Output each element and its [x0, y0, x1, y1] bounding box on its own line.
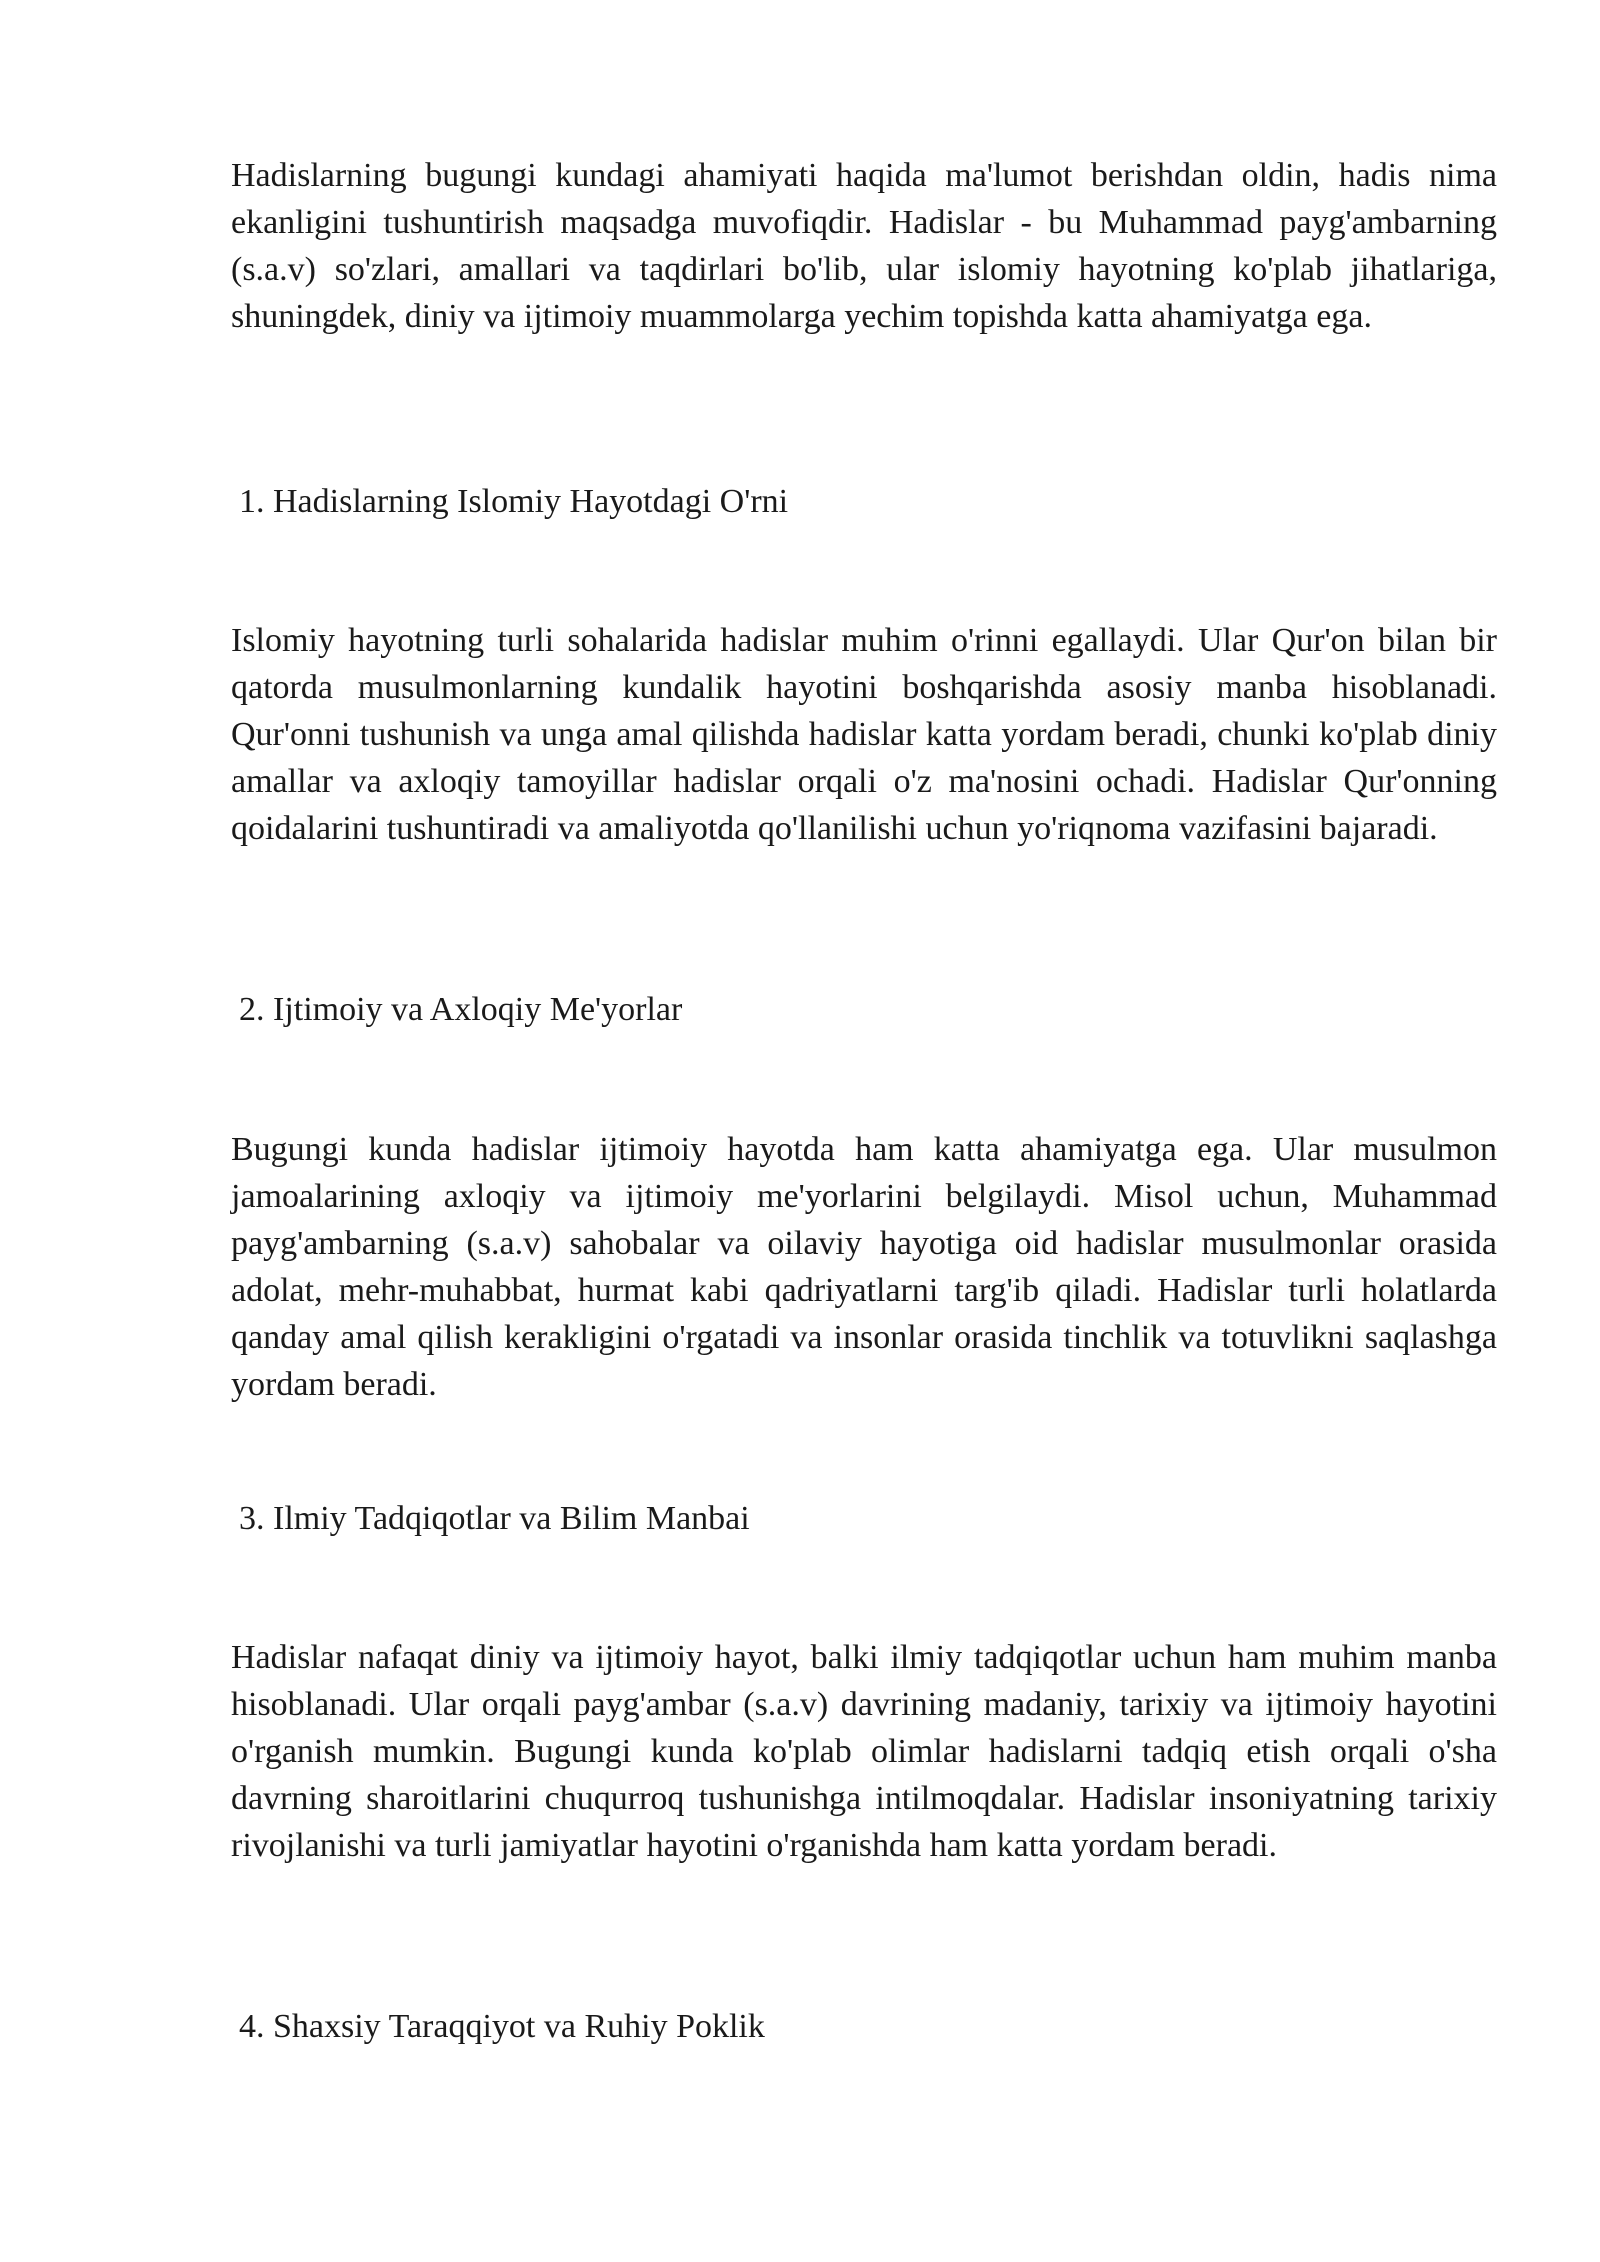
section-paragraph-2: Bugungi kunda hadislar ijtimoiy hayotda ham katta ahamiyatga ega. Ular musulmon jamoalarining axloqiy va ijtimoiy me'yorlarini belgilaydi. Misol uchun, Muhammad payg'ambarning (s.a.v) sahobalar va oilaviy hayotiga oid hadislar musulmonlar orasida adolat, mehr-muhabbat, hurmat kabi qadriyatlarni targ'ib qiladi. Hadislar turli holatlarda qanday amal qilish kerakligini o'rgatadi va insonlar orasida tinchlik va totuvlikni saqlashga yordam beradi. [231, 1131, 1497, 1403]
intro-paragraph: Hadislarning bugungi kundagi ahamiyati haqida ma'lumot berishdan oldin, hadis nima ekanligini tushuntirish maqsadga muvofiqdir. Hadislar - bu Muhammad payg'ambarning (s.a.v) so'zlari, amallari va taqdirlari bo'lib, ular islomiy hayotning ko'plab jihatlariga, shuningdek, diniy va ijtimoiy muammolarga yechim topishda katta ahamiyatga ega. [231, 157, 1497, 335]
section-paragraph-1: Islomiy hayotning turli sohalarida hadislar muhim o'rinni egallaydi. Ular Qur'on bilan bir qatorda musulmonlarning kundalik hayotini boshqarishda asosiy manba hisoblanadi. Qur'onni tushunish va unga amal qilishda hadislar katta yordam beradi, chunki ko'plab diniy amallar va axloqiy tamoyillar hadislar orqali o'z ma'nosini ochadi. Hadislar Qur'onning qoidalarini tushuntiradi va amaliyotda qo'llanilishi uchun yo'riqnoma vazifasini bajaradi. [231, 622, 1497, 847]
section-paragraph-3: Hadislar nafaqat diniy va ijtimoiy hayot, balki ilmiy tadqiqotlar uchun ham muhim manba hisoblanadi. Ular orqali payg'ambar (s.a.v) davrining madaniy, tarixiy va ijtimoiy hayotini o'rganish mumkin. Bugungi kunda ko'plab olimlar hadislarni tadqiq etish orqali o'sha davrning sharoitlarini chuqurroq tushunishga intilmoqdalar. Hadislar insoniyatning tarixiy rivojlanishi va turli jamiyatlar hayotini o'rganishda ham katta yordam beradi. [231, 1639, 1497, 1864]
section-heading-1: 1. Hadislarning Islomiy Hayotdagi O'rni [239, 483, 789, 520]
section-heading-4: 4. Shaxsiy Taraqqiyot va Ruhiy Poklik [239, 2008, 765, 2045]
section-heading-2: 2. Ijtimoiy va Axloqiy Me'yorlar [239, 991, 683, 1028]
section-heading-3: 3. Ilmiy Tadqiqotlar va Bilim Manbai [239, 1500, 750, 1537]
